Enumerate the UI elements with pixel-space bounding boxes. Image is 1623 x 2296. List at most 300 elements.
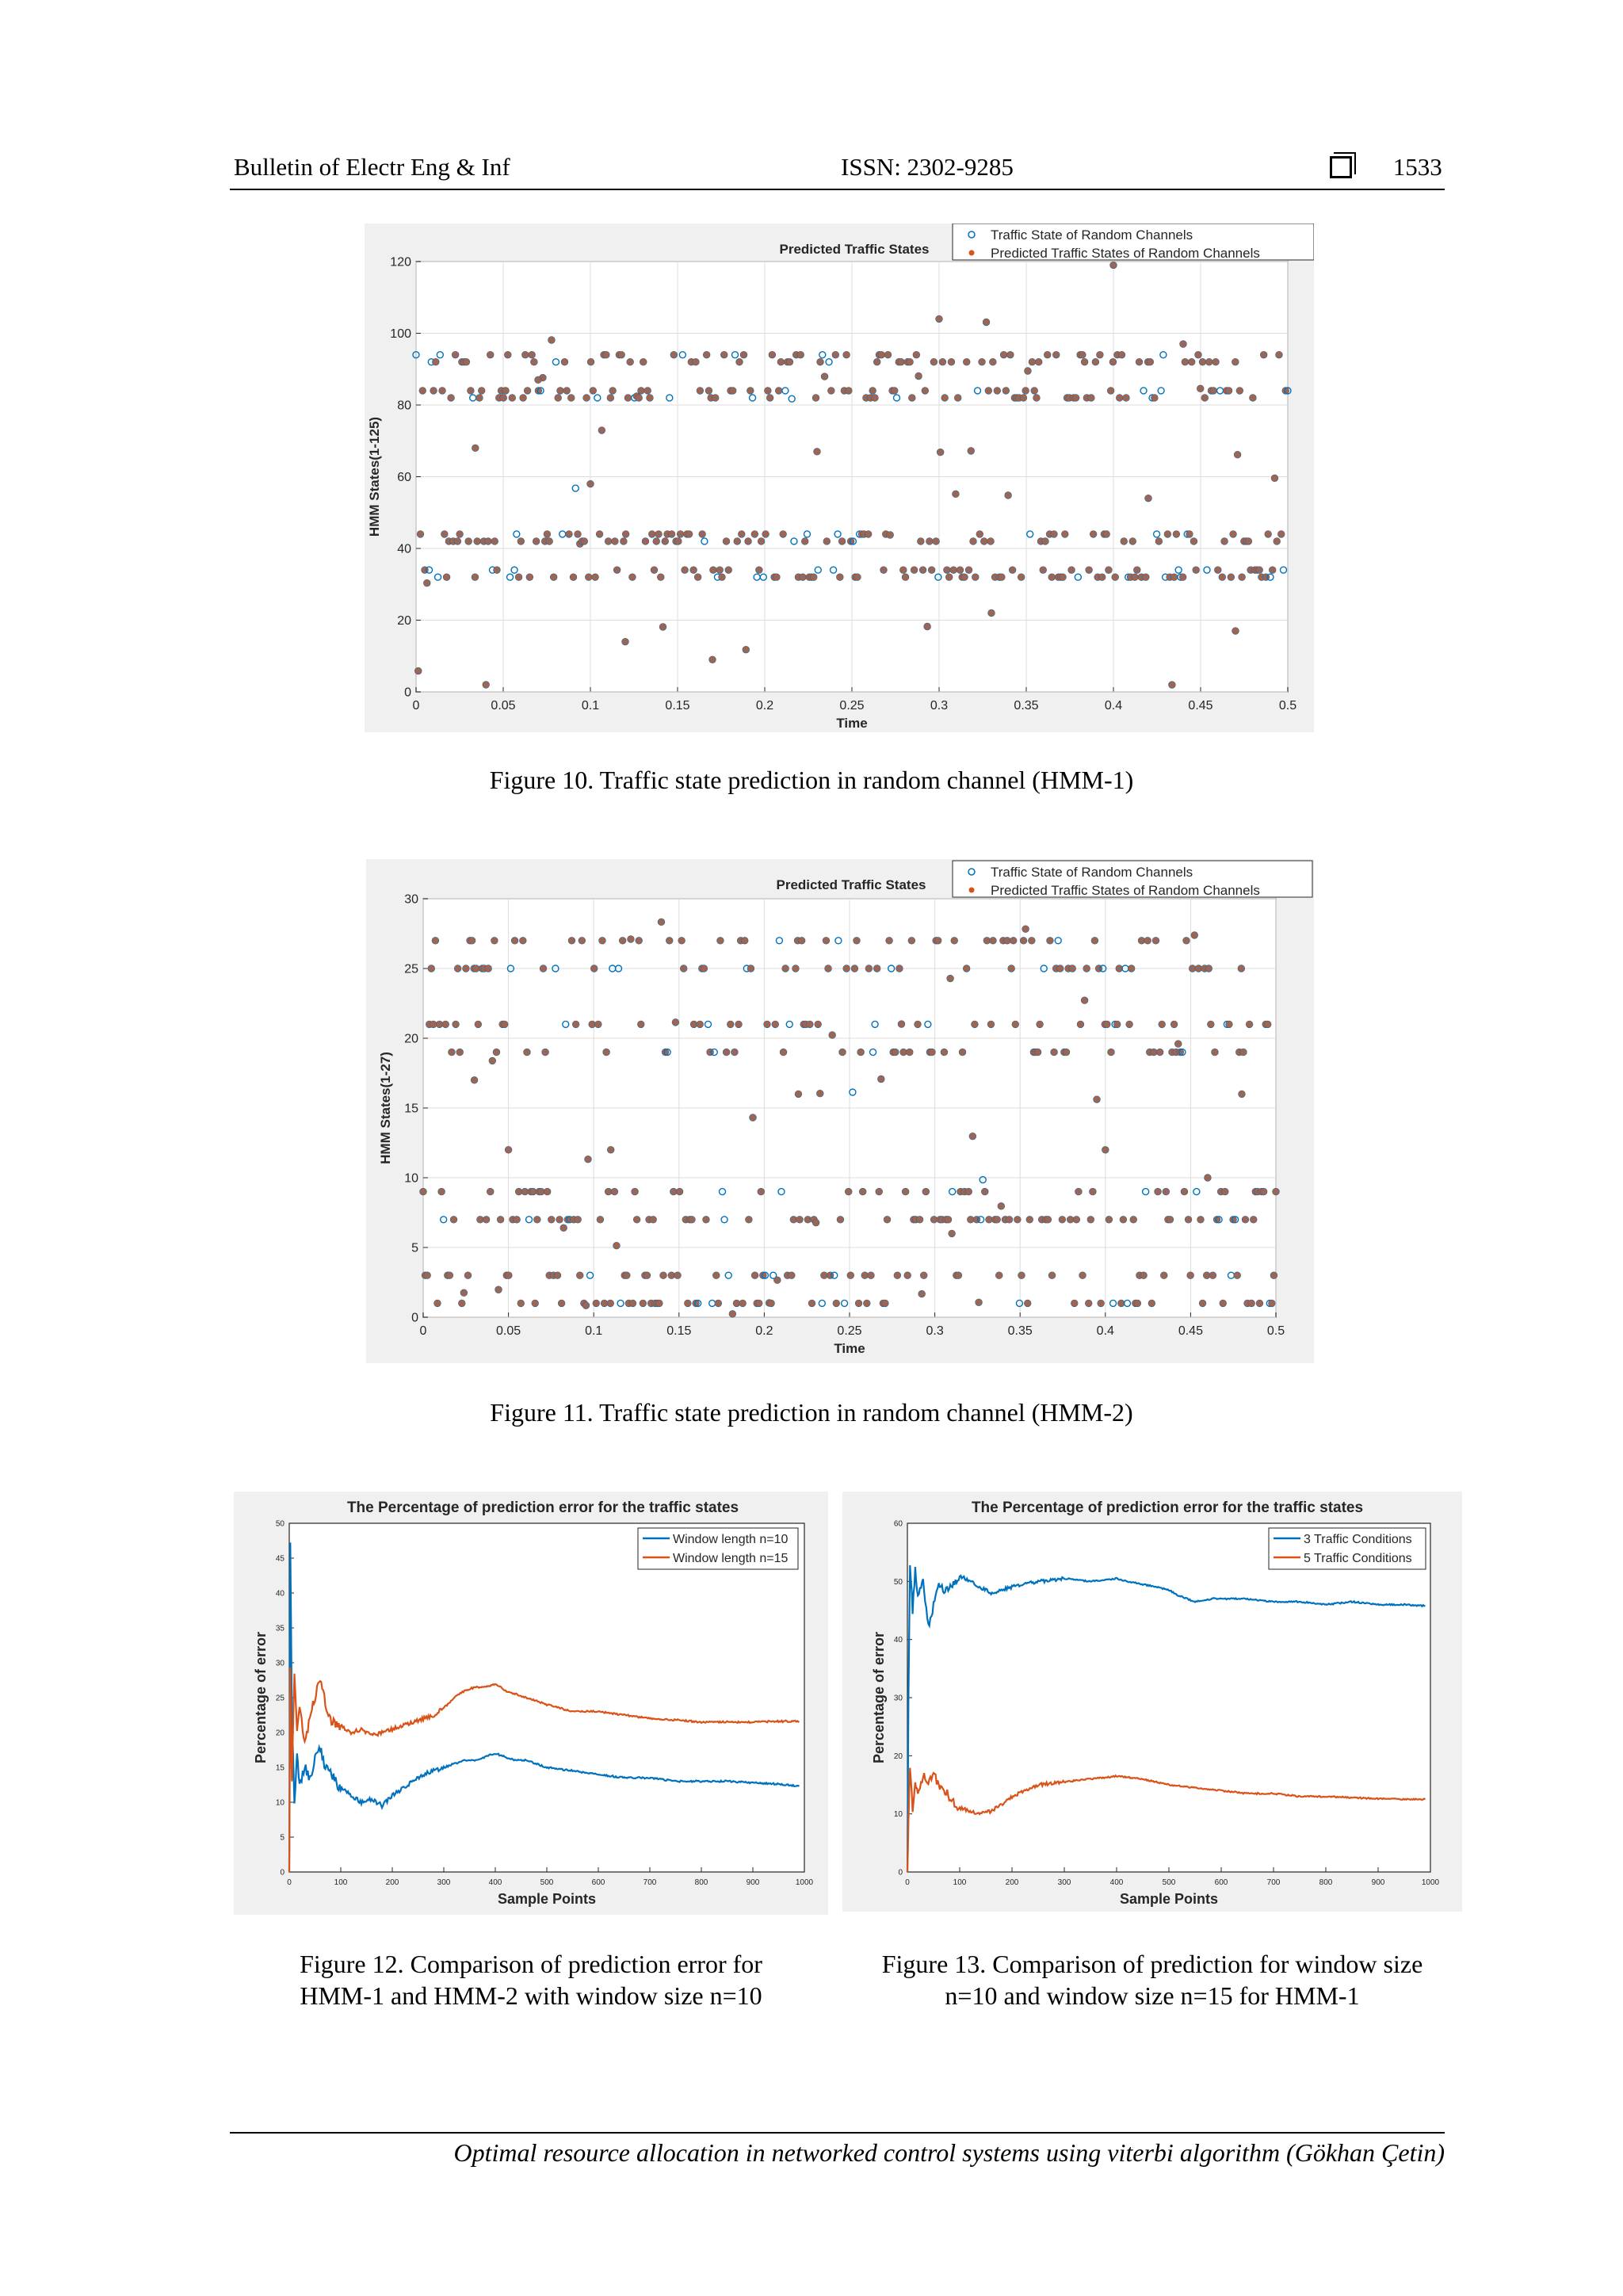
predicted-point	[1123, 395, 1128, 400]
predicted-point	[522, 1189, 528, 1194]
predicted-point	[870, 388, 876, 393]
x-tick-label: 700	[1266, 1878, 1281, 1887]
predicted-point	[1182, 1189, 1187, 1194]
predicted-point	[900, 567, 906, 573]
figure-11-chart	[366, 859, 1314, 1363]
x-tick-label: 100	[334, 1878, 348, 1887]
predicted-point	[483, 1217, 489, 1222]
predicted-point	[899, 1022, 904, 1027]
predicted-point	[533, 1301, 538, 1306]
predicted-point	[776, 388, 781, 393]
predicted-point	[1239, 1091, 1244, 1097]
predicted-point	[447, 1273, 453, 1278]
predicted-point	[787, 359, 792, 365]
predicted-point	[464, 359, 469, 365]
predicted-point	[663, 538, 668, 544]
x-tick-label: 900	[1371, 1878, 1385, 1887]
predicted-point	[758, 1189, 764, 1194]
predicted-point	[623, 531, 628, 537]
predicted-point	[981, 538, 987, 544]
predicted-point	[453, 352, 458, 357]
predicted-point	[858, 1049, 864, 1055]
predicted-point	[634, 1217, 640, 1222]
predicted-point	[868, 1273, 873, 1278]
predicted-point	[1009, 965, 1014, 971]
predicted-point	[1167, 1217, 1173, 1222]
predicted-point	[1104, 1022, 1109, 1027]
predicted-point	[695, 575, 701, 580]
predicted-point	[1029, 359, 1035, 365]
predicted-point	[953, 491, 958, 497]
predicted-point	[691, 567, 697, 573]
predicted-point	[724, 538, 729, 544]
x-tick-label: 0.45	[1178, 1324, 1203, 1338]
predicted-point	[1073, 395, 1079, 400]
predicted-point	[1193, 567, 1199, 573]
predicted-point	[892, 388, 897, 393]
predicted-point	[1044, 352, 1050, 357]
predicted-point	[748, 965, 754, 971]
predicted-point	[1071, 1301, 1077, 1306]
predicted-point	[942, 395, 948, 400]
predicted-point	[834, 1301, 839, 1306]
predicted-point	[1200, 359, 1205, 365]
figure-10-chart	[365, 223, 1314, 732]
predicted-point	[970, 538, 976, 544]
y-tick-label: 10	[275, 1798, 285, 1808]
predicted-point	[743, 647, 749, 652]
predicted-point	[907, 359, 912, 365]
predicted-point	[1097, 352, 1102, 357]
predicted-point	[926, 538, 932, 544]
predicted-point	[823, 938, 829, 943]
predicted-point	[1051, 531, 1056, 537]
predicted-point	[1006, 492, 1011, 498]
predicted-point	[709, 657, 715, 663]
predicted-point	[915, 1022, 920, 1027]
predicted-point	[1257, 567, 1262, 573]
predicted-point	[938, 449, 943, 455]
predicted-point	[1197, 1217, 1203, 1222]
predicted-point	[1042, 538, 1048, 544]
predicted-point	[1118, 1301, 1124, 1306]
x-tick-label: 0.25	[839, 699, 865, 712]
predicted-point	[1088, 395, 1094, 400]
predicted-point	[1270, 567, 1275, 573]
predicted-point	[1110, 262, 1116, 268]
predicted-point	[1067, 1217, 1073, 1222]
predicted-point	[987, 538, 993, 544]
figure-10	[365, 223, 1314, 732]
x-tick-label: 800	[694, 1878, 708, 1887]
predicted-point	[1171, 575, 1177, 580]
predicted-point	[811, 575, 816, 580]
predicted-point	[669, 531, 674, 537]
predicted-point	[846, 1189, 851, 1194]
predicted-point	[752, 531, 758, 537]
x-tick-label: 900	[746, 1878, 760, 1887]
predicted-point	[1139, 938, 1144, 943]
predicted-point	[1090, 1189, 1095, 1194]
predicted-point	[856, 1301, 861, 1306]
predicted-point	[1266, 531, 1271, 537]
predicted-point	[1239, 965, 1244, 971]
predicted-point	[731, 1049, 737, 1055]
predicted-point	[866, 965, 872, 971]
predicted-point	[966, 1189, 972, 1194]
y-tick-label: 20	[404, 1032, 418, 1046]
predicted-point	[1121, 538, 1127, 544]
y-tick-label: 20	[275, 1729, 285, 1738]
predicted-point	[439, 388, 445, 393]
y-tick-label: 100	[390, 327, 411, 342]
predicted-point	[1057, 965, 1063, 971]
predicted-point	[604, 1049, 609, 1055]
predicted-point	[1027, 1217, 1033, 1222]
predicted-point	[1033, 395, 1039, 400]
predicted-point	[995, 1217, 1000, 1222]
predicted-point	[585, 1156, 590, 1162]
predicted-point	[590, 1022, 595, 1027]
x-tick-label: 700	[643, 1878, 657, 1887]
predicted-point	[781, 531, 786, 537]
x-tick-label: 400	[1109, 1878, 1124, 1887]
predicted-point	[1041, 567, 1046, 573]
predicted-point	[986, 388, 991, 393]
predicted-point	[477, 1217, 483, 1222]
predicted-point	[1265, 1022, 1270, 1027]
predicted-point	[1108, 1049, 1113, 1055]
predicted-point	[647, 395, 652, 400]
predicted-point	[670, 1189, 676, 1194]
predicted-point	[1025, 368, 1030, 373]
predicted-point	[1174, 531, 1179, 537]
predicted-point	[764, 1022, 769, 1027]
predicted-point	[571, 575, 576, 580]
predicted-point	[465, 1273, 471, 1278]
predicted-point	[1221, 538, 1227, 544]
predicted-point	[1140, 1273, 1146, 1278]
predicted-point	[1130, 538, 1136, 544]
predicted-point	[1047, 938, 1052, 943]
predicted-point	[1278, 531, 1284, 537]
predicted-point	[620, 938, 625, 943]
predicted-point	[1215, 567, 1220, 573]
x-tick-label: 0.45	[1188, 699, 1213, 712]
predicted-point	[544, 531, 550, 537]
y-tick-label: 35	[275, 1624, 285, 1633]
predicted-point	[917, 1217, 922, 1222]
predicted-point	[531, 359, 537, 365]
predicted-point	[1191, 538, 1197, 544]
predicted-point	[433, 359, 438, 365]
predicted-point	[815, 1022, 821, 1027]
predicted-point	[575, 531, 580, 537]
predicted-point	[612, 1189, 617, 1194]
x-tick-label: 0.1	[585, 1324, 603, 1338]
predicted-point	[494, 567, 499, 573]
predicted-point	[750, 1115, 755, 1121]
predicted-point	[1037, 1022, 1043, 1027]
y-tick-label: 30	[275, 1659, 285, 1668]
predicted-point	[674, 1273, 680, 1278]
predicted-point	[485, 538, 491, 544]
x-tick-label: 600	[591, 1878, 605, 1887]
predicted-point	[1119, 352, 1125, 357]
predicted-point	[453, 1022, 458, 1027]
predicted-point	[1182, 359, 1188, 365]
predicted-point	[562, 359, 567, 365]
predicted-point	[524, 1049, 529, 1055]
predicted-point	[651, 1217, 656, 1222]
predicted-point	[529, 352, 535, 357]
predicted-point	[483, 682, 489, 687]
y-tick-label: 0	[411, 1311, 418, 1325]
x-tick-label: 0.05	[491, 699, 516, 712]
predicted-point	[934, 538, 939, 544]
predicted-point	[1269, 1301, 1274, 1306]
predicted-point	[825, 965, 831, 971]
predicted-point	[1106, 1217, 1112, 1222]
y-tick-label: 20	[397, 614, 411, 628]
predicted-point	[1134, 567, 1140, 573]
predicted-point	[1136, 359, 1142, 365]
header-rule	[230, 189, 1445, 190]
predicted-point	[1206, 965, 1212, 971]
predicted-point	[518, 538, 524, 544]
predicted-point	[1049, 1273, 1055, 1278]
predicted-point	[1274, 538, 1280, 544]
predicted-point	[613, 1243, 619, 1248]
predicted-point	[990, 359, 995, 365]
chart-title: The Percentage of prediction error for the traffic states	[346, 1499, 739, 1516]
predicted-point	[918, 538, 923, 544]
predicted-point	[892, 1049, 898, 1055]
predicted-point	[430, 388, 436, 393]
predicted-point	[1251, 1217, 1256, 1222]
predicted-point	[1206, 359, 1212, 365]
predicted-point	[669, 1273, 674, 1278]
predicted-point	[459, 1301, 464, 1306]
predicted-point	[1235, 452, 1240, 457]
figure-12-caption	[234, 1948, 828, 2011]
predicted-point	[1102, 1147, 1108, 1152]
predicted-point	[783, 965, 789, 971]
predicted-point	[449, 1049, 454, 1055]
predicted-point	[864, 1301, 869, 1306]
y-tick-label: 40	[397, 542, 411, 556]
predicted-point	[1247, 1022, 1252, 1027]
y-tick-label: 30	[404, 892, 418, 907]
predicted-point	[742, 938, 747, 943]
y-tick-label: 10	[893, 1810, 903, 1820]
predicted-point	[798, 352, 804, 357]
predicted-point	[1195, 352, 1201, 357]
predicted-point	[582, 538, 587, 544]
predicted-point	[682, 567, 687, 573]
predicted-point	[1151, 395, 1157, 400]
predicted-point	[983, 319, 989, 325]
predicted-point	[736, 359, 742, 365]
predicted-point	[957, 567, 963, 573]
predicted-point	[940, 359, 945, 365]
predicted-point	[628, 359, 633, 365]
predicted-point	[1232, 628, 1238, 633]
y-tick-label: 30	[893, 1694, 903, 1703]
predicted-point	[677, 1189, 682, 1194]
predicted-point	[1121, 1217, 1126, 1222]
predicted-point	[968, 448, 974, 453]
predicted-point	[1075, 1189, 1081, 1194]
predicted-point	[919, 1291, 925, 1297]
predicted-point	[1074, 1217, 1079, 1222]
predicted-point	[434, 1301, 440, 1306]
predicted-point	[949, 359, 954, 365]
predicted-point	[1060, 1217, 1065, 1222]
predicted-point	[457, 1049, 463, 1055]
predicted-point	[548, 337, 554, 342]
y-tick-label: 50	[893, 1577, 903, 1587]
predicted-point	[516, 1189, 521, 1194]
legend-label: Predicted Traffic States of Random Channels	[991, 883, 1260, 898]
predicted-point	[655, 531, 661, 537]
predicted-point	[946, 575, 952, 580]
predicted-point	[872, 395, 877, 400]
x-tick-label: 200	[1005, 1878, 1019, 1887]
predicted-point	[1084, 965, 1090, 971]
predicted-point	[860, 1189, 865, 1194]
legend-label: Traffic State of Random Channels	[991, 227, 1193, 243]
predicted-point	[977, 531, 983, 537]
predicted-point	[548, 1217, 554, 1222]
x-tick-label: 1000	[1421, 1878, 1440, 1887]
predicted-point	[982, 1189, 987, 1194]
predicted-point	[590, 388, 596, 393]
predicted-point	[516, 575, 521, 580]
predicted-point	[697, 1022, 703, 1027]
x-tick-label: 0.15	[666, 1324, 692, 1338]
predicted-point	[1035, 1049, 1041, 1055]
predicted-point	[547, 538, 552, 544]
predicted-point	[813, 1220, 819, 1225]
predicted-point	[1036, 359, 1041, 365]
predicted-point	[1094, 1097, 1099, 1102]
predicted-point	[686, 531, 692, 537]
predicted-point	[964, 965, 969, 971]
predicted-point	[1220, 575, 1225, 580]
predicted-point	[494, 1049, 499, 1055]
predicted-point	[995, 388, 1000, 393]
predicted-point	[710, 567, 716, 573]
predicted-point	[1064, 1049, 1069, 1055]
predicted-point	[990, 938, 995, 943]
x-tick-label: 200	[385, 1878, 399, 1887]
predicted-point	[472, 1077, 477, 1083]
predicted-point	[479, 388, 484, 393]
predicted-point	[716, 1301, 721, 1306]
x-tick-label: 0	[287, 1878, 292, 1887]
predicted-point	[608, 1301, 613, 1306]
predicted-point	[1086, 567, 1092, 573]
y-tick-label: 60	[397, 471, 411, 485]
predicted-point	[752, 1273, 758, 1278]
y-axis-label: Percentage of error	[871, 1631, 887, 1764]
predicted-point	[1228, 575, 1234, 580]
plot-area	[907, 1523, 1430, 1872]
predicted-point	[781, 1049, 786, 1055]
predicted-point	[645, 388, 651, 393]
predicted-point	[746, 1217, 751, 1222]
predicted-point	[844, 352, 850, 357]
figure-13-caption-line2: n=10 and window size n=15 for HMM-1	[945, 1981, 1360, 2010]
predicted-point	[1062, 531, 1067, 537]
predicted-point	[1021, 395, 1026, 400]
predicted-point	[1093, 359, 1098, 365]
predicted-point	[862, 1273, 868, 1278]
predicted-point	[1200, 1301, 1205, 1306]
predicted-point	[1197, 386, 1203, 392]
predicted-point	[592, 575, 598, 580]
predicted-point	[608, 1147, 613, 1152]
predicted-point	[1117, 965, 1122, 971]
predicted-point	[1145, 938, 1151, 943]
predicted-point	[773, 1022, 778, 1027]
predicted-point	[931, 1217, 937, 1222]
predicted-point	[741, 352, 747, 357]
predicted-point	[1239, 575, 1245, 580]
predicted-point	[922, 388, 928, 393]
predicted-point	[1250, 395, 1255, 400]
predicted-point	[769, 352, 775, 357]
predicted-point	[1189, 359, 1194, 365]
predicted-point	[420, 388, 426, 393]
predicted-point	[555, 1273, 560, 1278]
predicted-point	[1190, 965, 1195, 971]
predicted-point	[1237, 388, 1243, 393]
predicted-point	[1159, 1022, 1165, 1027]
predicted-point	[717, 938, 723, 943]
predicted-point	[839, 538, 845, 544]
predicted-point	[880, 567, 886, 573]
predicted-point	[903, 575, 908, 580]
predicted-point	[1272, 476, 1277, 481]
predicted-point	[1186, 531, 1192, 537]
predicted-point	[1212, 1049, 1217, 1055]
predicted-point	[1232, 359, 1238, 365]
figure-12-caption-line2: HMM-1 and HMM-2 with window size n=10	[300, 1981, 762, 2010]
predicted-point	[1271, 1273, 1277, 1278]
predicted-point	[577, 1273, 582, 1278]
predicted-point	[763, 531, 769, 537]
y-tick-label: 0	[404, 686, 411, 700]
predicted-point	[854, 938, 859, 943]
predicted-point	[654, 538, 659, 544]
legend	[638, 1528, 798, 1569]
figure-10-caption: Figure 10. Traffic state prediction in random channel (HMM-1)	[489, 766, 1134, 794]
predicted-point	[1025, 1301, 1030, 1306]
predicted-point	[1220, 1301, 1226, 1306]
predicted-point	[972, 1022, 977, 1027]
predicted-point	[1049, 575, 1055, 580]
predicted-point	[533, 538, 539, 544]
predicted-point	[1226, 388, 1232, 393]
legend	[953, 861, 1312, 898]
predicted-point	[603, 352, 609, 357]
predicted-point	[666, 938, 672, 943]
predicted-point	[540, 965, 546, 971]
predicted-point	[583, 395, 589, 400]
page-number: 1533	[1392, 153, 1442, 181]
